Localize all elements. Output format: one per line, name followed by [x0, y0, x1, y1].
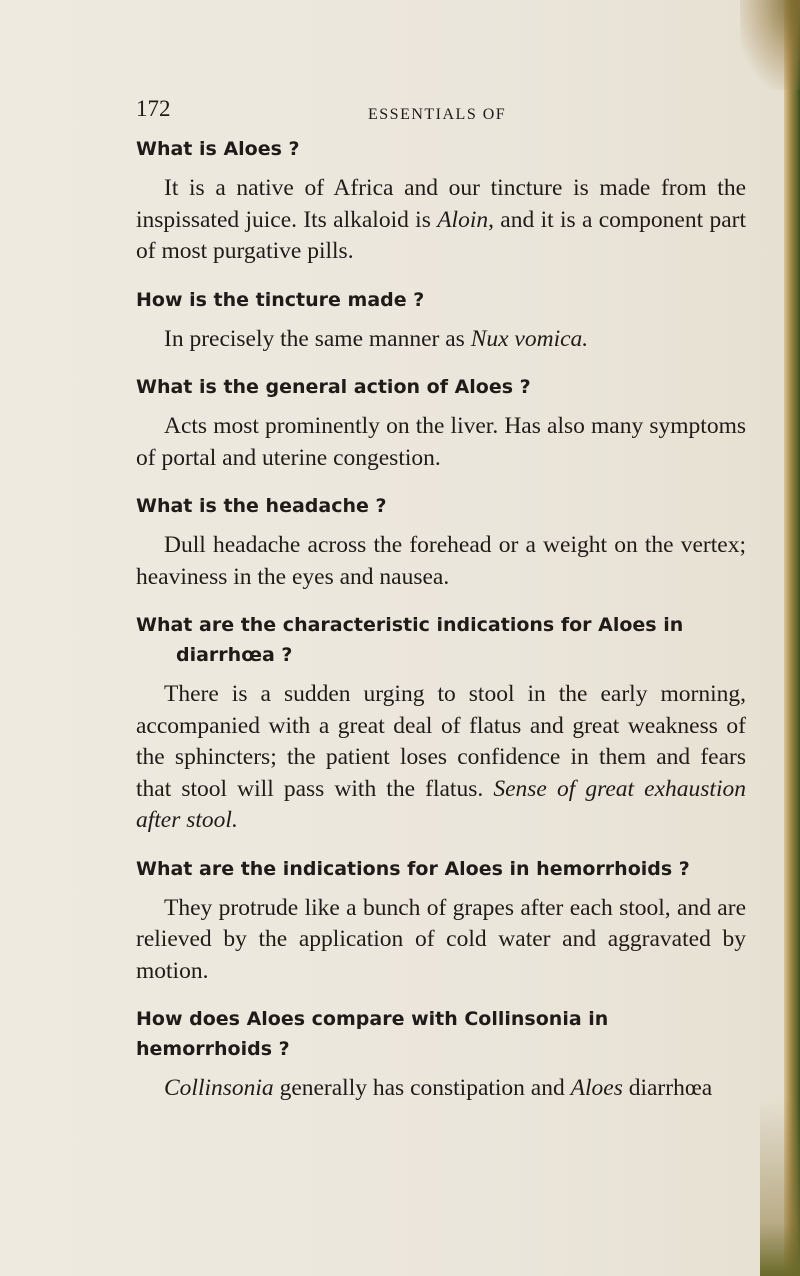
question-headache: What is the headache ?	[136, 495, 387, 517]
question-hemorrhoids: What are the indications for Aloes in hemorrhoids ?	[136, 857, 690, 880]
page-corner-stain-bottom	[760, 1096, 800, 1276]
question-collinsonia: How does Aloes compare with Collinsonia in hemorrhoids ?	[136, 1008, 609, 1060]
answer-hemorrhoids: They protrude like a bunch of grapes after each stool, and are relieved by the application of cold water and aggravated by motion.	[136, 894, 746, 984]
answer-text: In precisely the same manner as	[164, 325, 471, 352]
answer-italic: Nux vomica.	[470, 325, 589, 352]
answer-diarrhoea	[136, 679, 746, 837]
page-number: 172	[136, 96, 171, 121]
page-body	[136, 134, 746, 1122]
question-general-action: What is the general action of Aloes ?	[136, 376, 531, 398]
page-corner-stain-top	[740, 0, 800, 90]
running-title: ESSENTIALS OF	[368, 106, 507, 123]
question-diarrhoea	[136, 610, 746, 670]
question-line: What are the characteristic indications for Aloes in	[136, 614, 684, 636]
answer-general-action: Acts most prominently on the liver. Has also many symptoms of portal and uterine congestion.	[136, 413, 746, 471]
question-tincture: How is the tincture made ?	[136, 288, 425, 311]
answer-tincture	[136, 324, 746, 356]
answer-italic: Sense of great exhaustion after stool.	[136, 775, 746, 833]
page-edge-shadow	[784, 0, 800, 1276]
question-aloes: What is Aloes ?	[136, 138, 300, 160]
question-line: diarrhœa ?	[176, 644, 293, 666]
page-header	[136, 96, 696, 132]
answer-aloes	[136, 173, 746, 268]
answer-italic: Aloes	[570, 1075, 623, 1101]
answer-collinsonia	[136, 1073, 746, 1105]
answer-text: It is a native of Africa and our tincture is made from the inspissated juice. Its alkaloid is	[136, 175, 746, 233]
answer-text: diarrhœa	[622, 1075, 713, 1101]
answer-text: There is a sudden urging to stool in the early morning, accompanied with a great deal of flatus and great weakness of the sphincters; the patient loses confidence in them and fears that stool will pass with the flatus.	[136, 681, 746, 802]
answer-headache: Dull headache across the forehead or a weight on the vertex; heaviness in the eyes and nausea.	[136, 532, 746, 590]
answer-italic: Aloin	[437, 206, 489, 233]
answer-text: generally has constipation and	[273, 1075, 571, 1101]
answer-italic: Collinsonia	[164, 1075, 274, 1101]
answer-text: , and it is a component part of most purgative pills.	[136, 206, 746, 264]
